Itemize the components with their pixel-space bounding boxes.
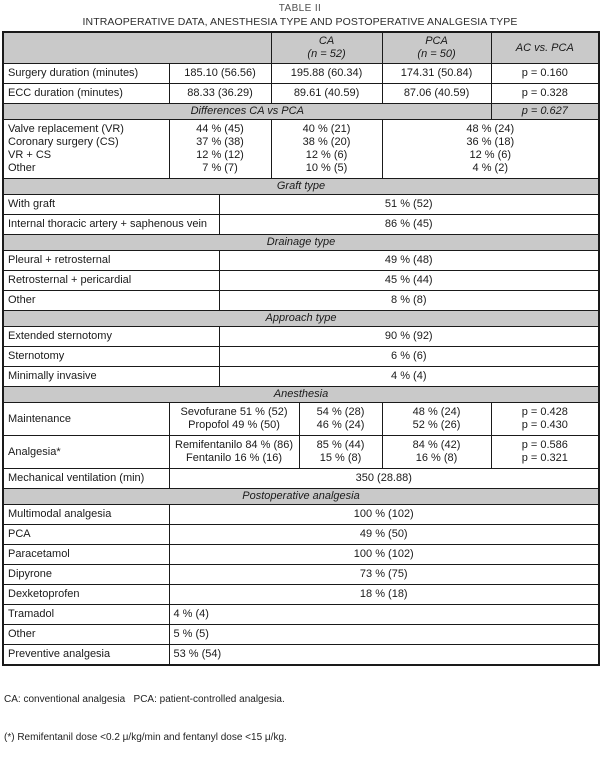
cell-value: 53 % (54) — [169, 645, 599, 666]
cell-value: 36 % (18) — [466, 136, 515, 148]
table-row-extended-sternotomy — [3, 327, 599, 347]
cell-value: 86 % (45) — [219, 215, 599, 235]
cell-value: 51 % (52) — [219, 195, 599, 215]
column-header-empty — [3, 32, 271, 64]
table-row-minimally-invasive — [3, 367, 599, 387]
cell-value: 16 % (8) — [415, 452, 458, 464]
cell-value: 8 % (8) — [219, 291, 599, 311]
cell-value: 40 % (21) — [302, 123, 351, 135]
cell-ca: 195.88 (60.34) — [271, 64, 382, 84]
table-caption — [0, 0, 600, 28]
row-label: Dexketoprofen — [3, 585, 169, 605]
cell-value: 49 % (50) — [169, 525, 599, 545]
cell-value: p = 0.321 — [521, 452, 568, 464]
table-row-internal-thoracic — [3, 215, 599, 235]
row-label: VR + CS — [8, 149, 52, 161]
section-header-postoperative: Postoperative analgesia — [3, 489, 599, 505]
section-row-differences — [3, 104, 599, 120]
cell-value: 10 % (5) — [305, 162, 348, 174]
surgery-type-ca — [271, 120, 382, 179]
section-row-anesthesia — [3, 387, 599, 403]
table-number: TABLE II — [278, 3, 322, 14]
column-header-pca — [382, 32, 491, 64]
cell-value: 73 % (75) — [169, 565, 599, 585]
cell-value: 85 % (44) — [316, 439, 365, 451]
table-row-sternotomy — [3, 347, 599, 367]
cell-value: 48 % (24) — [412, 406, 461, 418]
row-label: Maintenance — [3, 403, 169, 436]
column-header-row — [3, 32, 599, 64]
cell-value: 5 % (5) — [169, 625, 599, 645]
table-row-dexketoprofen — [3, 585, 599, 605]
cell-total — [169, 403, 299, 436]
cell-value: 38 % (20) — [302, 136, 351, 148]
ca-n: (n = 52) — [307, 48, 346, 60]
cell-value: 45 % (44) — [219, 271, 599, 291]
cell-p-value: p = 0.160 — [491, 64, 599, 84]
cell-value: 12 % (6) — [305, 149, 348, 161]
cell-value: 4 % (4) — [219, 367, 599, 387]
surgery-type-pca — [382, 120, 599, 179]
cell-ca: 89.61 (40.59) — [271, 84, 382, 104]
cell-value: p = 0.430 — [521, 419, 568, 431]
cell-value: 15 % (8) — [319, 452, 362, 464]
row-label: Internal thoracic artery + saphenous vein — [3, 215, 219, 235]
row-label: Minimally invasive — [3, 367, 219, 387]
cell-ca — [299, 403, 382, 436]
row-label: Valve replacement (VR) — [8, 123, 124, 135]
row-label: Mechanical ventilation (min) — [3, 469, 169, 489]
cell-value: 90 % (92) — [219, 327, 599, 347]
cell-value: 18 % (18) — [169, 585, 599, 605]
cell-p-value: p = 0.627 — [491, 104, 599, 120]
table-row-maintenance — [3, 403, 599, 436]
section-header-approach: Approach type — [3, 311, 599, 327]
column-header-comparison: AC vs. PCA — [491, 32, 599, 64]
cell-value: 52 % (26) — [412, 419, 461, 431]
cell-value: 46 % (24) — [316, 419, 365, 431]
cell-value: 12 % (12) — [196, 149, 244, 161]
table-row-pleural-retrosternal — [3, 251, 599, 271]
cell-value: 48 % (24) — [466, 123, 515, 135]
cell-pca: 174.31 (50.84) — [382, 64, 491, 84]
section-header-differences: Differences CA vs PCA — [3, 104, 491, 120]
cell-value: 84 % (42) — [412, 439, 461, 451]
table-row-drainage-other — [3, 291, 599, 311]
cell-value: 49 % (48) — [219, 251, 599, 271]
table-row-surgery-types — [3, 120, 599, 179]
row-label: Other — [8, 162, 36, 174]
section-header-anesthesia: Anesthesia — [3, 387, 599, 403]
section-header-drainage: Drainage type — [3, 235, 599, 251]
section-row-approach — [3, 311, 599, 327]
table-row-paracetamol — [3, 545, 599, 565]
cell-value: 6 % (6) — [219, 347, 599, 367]
ca-label: CA — [318, 35, 335, 47]
cell-p-value: p = 0.328 — [491, 84, 599, 104]
row-label: Coronary surgery (CS) — [8, 136, 119, 148]
table-title: INTRAOPERATIVE DATA, ANESTHESIA TYPE AND POSTOPERATIVE ANALGESIA TYPE — [82, 16, 518, 28]
row-label: Surgery duration (minutes) — [3, 64, 169, 84]
cell-value: 4 % (4) — [169, 605, 599, 625]
section-row-postoperative — [3, 489, 599, 505]
data-table — [2, 31, 600, 666]
table-row-postop-other — [3, 625, 599, 645]
row-label: Pleural + retrosternal — [3, 251, 219, 271]
cell-total — [169, 436, 299, 469]
table-row-tramadol — [3, 605, 599, 625]
cell-value: 100 % (102) — [169, 545, 599, 565]
cell-total: 185.10 (56.56) — [169, 64, 271, 84]
cell-value: 100 % (102) — [169, 505, 599, 525]
cell-value: 37 % (38) — [196, 136, 244, 148]
cell-pca — [382, 403, 491, 436]
footnote-abbreviations: CA: conventional analgesia PCA: patient-controlled analgesia. — [4, 694, 285, 705]
table-row-retrosternal-pericardial — [3, 271, 599, 291]
cell-value: Sevofurane 51 % (52) — [180, 406, 288, 418]
row-label: With graft — [3, 195, 219, 215]
section-row-drainage — [3, 235, 599, 251]
table-row-surgery-duration — [3, 64, 599, 84]
column-header-ca — [271, 32, 382, 64]
cell-value: 44 % (45) — [196, 123, 244, 135]
row-label: Retrosternal + pericardial — [3, 271, 219, 291]
surgery-type-total — [169, 120, 271, 179]
cell-total: 88.33 (36.29) — [169, 84, 271, 104]
cell-value: Propofol 49 % (50) — [188, 419, 280, 431]
table-row-mechanical-ventilation — [3, 469, 599, 489]
cell-p-value — [491, 403, 599, 436]
row-label: Analgesia* — [3, 436, 169, 469]
row-label: PCA — [3, 525, 169, 545]
row-label: ECC duration (minutes) — [3, 84, 169, 104]
table-row-analgesia — [3, 436, 599, 469]
pca-label: PCA — [425, 35, 448, 47]
cell-value: p = 0.586 — [521, 439, 568, 451]
section-header-graft: Graft type — [3, 179, 599, 195]
table-row-with-graft — [3, 195, 599, 215]
row-label: Extended sternotomy — [3, 327, 219, 347]
table-row-ecc-duration — [3, 84, 599, 104]
cell-pca — [382, 436, 491, 469]
section-row-graft — [3, 179, 599, 195]
row-label: Preventive analgesia — [3, 645, 169, 666]
surgery-type-labels — [3, 120, 169, 179]
table-row-preventive-analgesia — [3, 645, 599, 666]
cell-value: 4 % (2) — [472, 162, 509, 174]
cell-value: Fentanilo 16 % (16) — [186, 452, 283, 464]
pca-n: (n = 50) — [417, 48, 456, 60]
cell-value: 350 (28.88) — [169, 469, 599, 489]
cell-ca — [299, 436, 382, 469]
row-label: Sternotomy — [3, 347, 219, 367]
table-row-dipyrone — [3, 565, 599, 585]
cell-p-value — [491, 436, 599, 469]
table-row-pca — [3, 525, 599, 545]
cell-value: p = 0.428 — [521, 406, 568, 418]
row-label: Other — [3, 291, 219, 311]
row-label: Tramadol — [3, 605, 169, 625]
row-label: Paracetamol — [3, 545, 169, 565]
cell-value: 12 % (6) — [469, 149, 512, 161]
table-footnotes — [4, 669, 600, 769]
footnote-asterisk: (*) Remifentanil dose <0.2 μ/kg/min and fentanyl dose <15 μ/kg. — [4, 731, 287, 743]
cell-pca: 87.06 (40.59) — [382, 84, 491, 104]
row-label: Other — [3, 625, 169, 645]
table-row-multimodal — [3, 505, 599, 525]
cell-value: Remifentanilo 84 % (86) — [175, 439, 294, 451]
cell-value: 54 % (28) — [316, 406, 365, 418]
row-label: Dipyrone — [3, 565, 169, 585]
row-label: Multimodal analgesia — [3, 505, 169, 525]
cell-value: 7 % (7) — [202, 162, 238, 174]
